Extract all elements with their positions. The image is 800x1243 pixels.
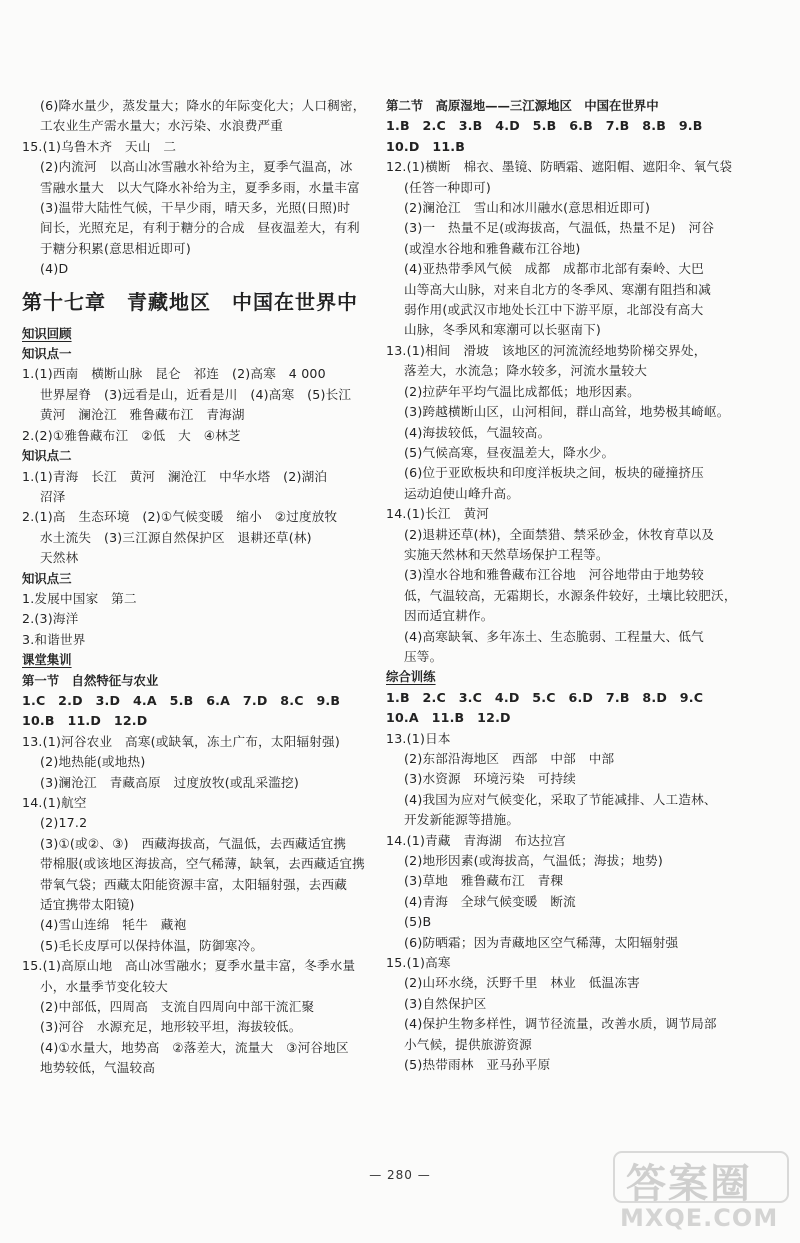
answer-line: 2.(1)高 生态环境 (2)①气候变暖 缩小 ②过度放牧 bbox=[22, 509, 338, 525]
answer-line: 1.C 2.D 3.D 4.A 5.B 6.A 7.D 8.C 9.B bbox=[22, 692, 341, 708]
answer-line: (3)一 热量不足(或海拔高，气温低，热量不足) 河谷 bbox=[404, 220, 715, 236]
answer-line: 2.(2)①雅鲁藏布江 ②低 大 ④林芝 bbox=[22, 427, 241, 443]
left-column bbox=[22, 96, 374, 1079]
answer-line: 14.(1)航空 bbox=[22, 795, 87, 810]
answer-line: (3)湟水谷地和雅鲁藏布江谷地 河谷地带由于地势较 bbox=[404, 567, 704, 583]
answer-line: (4)海拔较低，气温较高。 bbox=[404, 424, 551, 440]
answer-line: (2)澜沧江 雪山和冰川融水(意思相近即可) bbox=[404, 200, 651, 216]
watermark-logo bbox=[612, 1150, 790, 1238]
answer-line: 低，气温较高，无霜期长，水源条件较好，土壤比较肥沃， bbox=[404, 587, 737, 603]
answer-line: 15.(1)高寒 bbox=[386, 955, 451, 971]
answer-line: (5)毛长皮厚可以保持体温，防御寒冷。 bbox=[40, 937, 264, 953]
answer-line: (3)自然保护区 bbox=[404, 995, 487, 1011]
answer-line: (3)河谷 水源充足，地形较平坦，海拔较低。 bbox=[40, 1019, 302, 1035]
answer-line: (4)青海 全球气候变暖 断流 bbox=[404, 893, 576, 909]
answer-line: 15.(1)乌鲁木齐 天山 二 bbox=[22, 138, 177, 154]
answer-line: 世界屋脊 (3)远看是山，近看是川 (4)高寒 (5)长江 bbox=[40, 386, 352, 402]
answer-line: 1.B 2.C 3.B 4.D 5.B 6.B 7.B 8.B 9.B bbox=[386, 118, 703, 134]
answer-line: (4)①水量大，地势高 ②落差大，流量大 ③河谷地区 bbox=[40, 1039, 349, 1055]
answer-line: (5)气候高寒，昼夜温差大，降水少。 bbox=[404, 444, 615, 460]
answer-line: (2)地热能(或地热) bbox=[40, 754, 146, 770]
answer-line: 带氧气袋；西藏太阳能资源丰富，太阳辐射强，去西藏 bbox=[40, 876, 348, 892]
subsection-heading: 知识点二 bbox=[22, 448, 72, 464]
answer-line: 于糖分积累(意思相近即可) bbox=[40, 240, 191, 256]
answer-line: (4)亚热带季风气候 成都 成都市北部有秦岭、大巴 bbox=[404, 261, 704, 277]
answer-line: 13.(1)相间 滑坡 该地区的河流流经地势阶梯交界处， bbox=[386, 342, 707, 358]
answer-line: 雪融水量大 以大气降水补给为主，夏季多雨，水量丰富 bbox=[40, 179, 360, 195]
answer-line: (3)草地 雅鲁藏布江 青稞 bbox=[404, 873, 564, 889]
answer-line: 小，水量季节变化较大 bbox=[40, 978, 168, 994]
answer-line: (5)B bbox=[404, 914, 432, 930]
answer-line: 10.A 11.B 12.D bbox=[386, 710, 511, 726]
page-number: — 280 — bbox=[369, 1168, 431, 1182]
subsection-heading: 知识点一 bbox=[22, 346, 72, 362]
answer-line: 适宜携带太阳镜) bbox=[40, 897, 135, 913]
answer-line: (4)雪山连绵 牦牛 藏袍 bbox=[40, 917, 187, 933]
chapter-title: 第十七章 青藏地区 中国在世界中 bbox=[22, 289, 358, 314]
subsection-heading: 第一节 自然特征与农业 bbox=[22, 672, 159, 688]
answer-line: 实施天然林和天然草场保护工程等。 bbox=[404, 546, 609, 562]
answer-line: (6)防晒霜；因为青藏地区空气稀薄，太阳辐射强 bbox=[404, 934, 679, 950]
answer-line: 1.(1)青海 长江 黄河 澜沧江 中华水塔 (2)湖泊 bbox=[22, 468, 328, 484]
answer-line: (4)D bbox=[40, 261, 69, 277]
answer-line: 1.发展中国家 第二 bbox=[22, 590, 137, 606]
answer-line: (2)退耕还草(林)，全面禁猎、禁采砂金，休牧育草以及 bbox=[404, 526, 715, 542]
answer-line: (3)跨越横断山区，山河相间，群山高耸，地势极其崎岖。 bbox=[404, 404, 730, 420]
answer-line: (3)澜沧江 青藏高原 过度放牧(或乱采滥挖) bbox=[40, 774, 299, 790]
answer-line: (2)内流河 以高山冰雪融水补给为主，夏季气温高，冰 bbox=[40, 159, 353, 175]
answer-line: 间长，光照充足，有利于糖分的合成 昼夜温差大，有利 bbox=[40, 220, 360, 236]
answer-line: (2)中部低，四周高 支流自四周向中部干流汇聚 bbox=[40, 999, 315, 1015]
answer-line: (2)地形因素(或海拔高，气温低；海拔；地势) bbox=[404, 853, 663, 869]
answer-line: (4)保护生物多样性，调节径流量，改善水质，调节局部 bbox=[404, 1016, 717, 1032]
answer-line: 小气候，提供旅游资源 bbox=[404, 1036, 532, 1052]
answer-line: 水土流失 (3)三江源自然保护区 退耕还草(林) bbox=[40, 529, 312, 545]
answer-line: (2)拉萨年平均气温比成都低；地形因素。 bbox=[404, 383, 640, 399]
answer-line: 工农业生产需水量大；水污染、水浪费严重 bbox=[40, 118, 284, 134]
answer-line: 13.(1)日本 bbox=[386, 730, 451, 746]
answer-line: (3)①(或②、③) 西藏海拔高，气温低，去西藏适宜携 bbox=[40, 835, 347, 851]
answer-line: (2)17.2 bbox=[40, 815, 88, 831]
answer-line: 天然林 bbox=[40, 550, 79, 566]
answer-line: 地势较低，气温较高 bbox=[40, 1060, 156, 1076]
answer-line: (或湟水谷地和雅鲁藏布江谷地) bbox=[404, 240, 581, 256]
subsection-heading: 知识点三 bbox=[22, 570, 72, 586]
answer-line: 压等。 bbox=[404, 648, 443, 664]
answer-line: 15.(1)高原山地 高山冰雪融水；夏季水量丰富，冬季水量 bbox=[22, 958, 356, 974]
watermark-text-top: 答案圈 bbox=[626, 1161, 752, 1207]
section-heading: 知识回顾 bbox=[22, 325, 72, 341]
section-heading: 课堂集训 bbox=[22, 652, 72, 668]
answer-line: 3.和谐世界 bbox=[22, 631, 86, 647]
answer-line: 10.B 11.D 12.D bbox=[22, 713, 148, 729]
answer-line: 山等高大山脉，对来自北方的冬季风、寒潮有阻挡和减 bbox=[404, 281, 712, 297]
answer-line: 10.D 11.B bbox=[386, 138, 466, 154]
answer-line: (3)水资源 环境污染 可持续 bbox=[404, 771, 576, 787]
answer-line: (5)热带雨林 亚马孙平原 bbox=[404, 1057, 551, 1073]
answer-line: (6)位于亚欧板块和印度洋板块之间，板块的碰撞挤压 bbox=[404, 465, 704, 481]
answer-line: 14.(1)青藏 青海湖 布达拉宫 bbox=[386, 832, 566, 848]
answer-line: 开发新能源等措施。 bbox=[404, 812, 520, 828]
right-column bbox=[386, 96, 778, 1076]
answer-line: 1.(1)西南 横断山脉 昆仑 祁连 (2)高寒 4 000 bbox=[22, 366, 326, 382]
section-heading: 综合训练 bbox=[386, 669, 436, 685]
answer-line: 因而适宜耕作。 bbox=[404, 608, 494, 624]
answer-line: (4)高寒缺氧、多年冻土、生态脆弱、工程量大、低气 bbox=[404, 628, 704, 644]
answer-line: 2.(3)海洋 bbox=[22, 611, 79, 627]
answer-line: 山脉，冬季风和寒潮可以长驱南下) bbox=[404, 322, 602, 338]
answer-line: 12.(1)横断 棉衣、墨镜、防晒霜、遮阳帽、遮阳伞、氧气袋 bbox=[386, 159, 733, 175]
answer-line: 运动迫使山峰升高。 bbox=[404, 485, 520, 501]
answer-line: (2)山环水绕，沃野千里 林业 低温冻害 bbox=[404, 975, 640, 991]
answer-line: (任答一种即可) bbox=[404, 179, 491, 195]
subsection-heading: 第二节 高原湿地——三江源地区 中国在世界中 bbox=[386, 98, 659, 113]
answer-line: 14.(1)长江 黄河 bbox=[386, 506, 490, 522]
answer-line: (3)温带大陆性气候，干旱少雨，晴天多，光照(日照)时 bbox=[40, 200, 351, 216]
answer-line: 沼泽 bbox=[40, 488, 66, 504]
answer-line: 黄河 澜沧江 雅鲁藏布江 青海湖 bbox=[40, 407, 245, 423]
answer-line: 弱作用(或武汉市地处长江中下游平原，北部没有高大 bbox=[404, 302, 704, 318]
answer-line: 带棉服(或该地区海拔高，空气稀薄，缺氧，去西藏适宜携 bbox=[40, 856, 365, 872]
answer-line: (4)我国为应对气候变化，采取了节能减排、人工造林、 bbox=[404, 791, 717, 807]
answer-line: 落差大，水流急；降水较多，河流水量较大 bbox=[404, 363, 648, 379]
answer-line: (2)东部沿海地区 西部 中部 中部 bbox=[404, 751, 615, 766]
answer-line: (6)降水量少，蒸发量大；降水的年际变化大；人口稠密， bbox=[40, 98, 366, 113]
answer-line: 1.B 2.C 3.C 4.D 5.C 6.D 7.B 8.D 9.C bbox=[386, 689, 704, 705]
watermark-text-bottom: MXQE.COM bbox=[620, 1204, 779, 1232]
answer-line: 13.(1)河谷农业 高寒(或缺氧，冻土广布，太阳辐射强) bbox=[22, 733, 340, 749]
